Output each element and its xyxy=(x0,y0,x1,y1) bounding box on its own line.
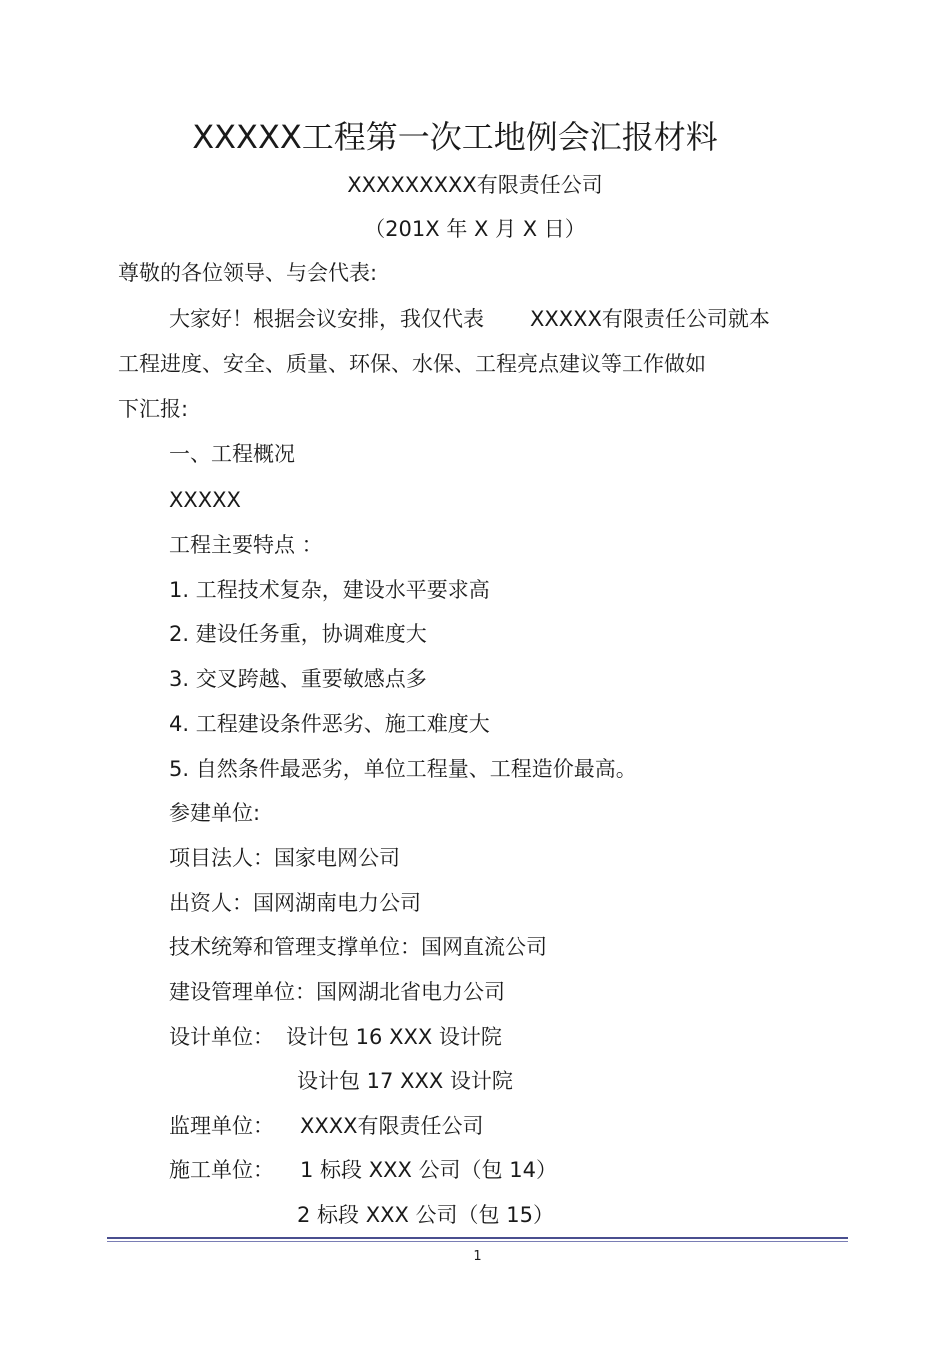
feature-item: 4. 工程建设条件恶劣、施工难度大 xyxy=(169,712,490,736)
footer-divider-thin xyxy=(107,1241,848,1242)
construction-unit-label: 施工单位： xyxy=(169,1158,274,1182)
intro-line-3: 下汇报: xyxy=(118,397,189,421)
page-number: 1 xyxy=(473,1249,482,1264)
section-heading: 一、工程概况 xyxy=(169,442,295,466)
feature-item: 5. 自然条件最恶劣，单位工程量、工程造价最高。 xyxy=(169,757,637,781)
project-name: XXXXX xyxy=(169,488,241,512)
participants-heading: 参建单位: xyxy=(169,801,261,825)
report-date: （201X 年 X 月 X 日） xyxy=(364,217,586,241)
construction-unit-value-2: 2 标段 XXX 公司（包 15） xyxy=(297,1203,554,1227)
construction-unit-row-1 xyxy=(169,1155,557,1185)
intro-line-1-part-a: 大家好！根据会议安排，我仅代表 xyxy=(169,307,484,331)
features-heading: 工程主要特点 ： xyxy=(169,533,323,557)
intro-line-1-part-b: XXXXX有限责任公司就本 xyxy=(530,307,770,331)
feature-item: 2. 建设任务重，协调难度大 xyxy=(169,622,427,646)
legal-person: 项目法人：国家电网公司 xyxy=(169,846,400,870)
construction-unit-value-1: 1 标段 XXX 公司（包 14） xyxy=(300,1158,557,1182)
design-unit-row-1 xyxy=(169,1022,502,1052)
supervision-unit-row xyxy=(169,1111,484,1141)
investor: 出资人：国网湖南电力公司 xyxy=(169,891,421,915)
feature-item: 1. 工程技术复杂，建设水平要求高 xyxy=(169,578,490,602)
company-name: XXXXXXXXX有限责任公司 xyxy=(347,173,603,197)
intro-line-1 xyxy=(169,304,770,334)
design-unit-label: 设计单位： xyxy=(169,1025,274,1049)
supervision-unit-value: XXXX有限责任公司 xyxy=(300,1114,484,1138)
construction-management-unit: 建设管理单位：国网湖北省电力公司 xyxy=(169,980,505,1004)
design-unit-value-1: 设计包 16 XXX 设计院 xyxy=(286,1025,502,1049)
design-unit-value-2: 设计包 17 XXX 设计院 xyxy=(297,1069,513,1093)
greeting: 尊敬的各位领导、与会代表: xyxy=(118,261,378,285)
tech-support-unit: 技术统筹和管理支撑单位：国网直流公司 xyxy=(169,935,547,959)
supervision-unit-label: 监理单位： xyxy=(169,1114,274,1138)
feature-item: 3. 交叉跨越、重要敏感点多 xyxy=(169,667,427,691)
footer-divider xyxy=(107,1237,848,1239)
intro-line-2: 工程进度、安全、质量、环保、水保、工程亮点建议等工作做如 xyxy=(118,352,706,376)
document-title: XXXXX工程第一次工地例会汇报材料 xyxy=(192,118,718,156)
